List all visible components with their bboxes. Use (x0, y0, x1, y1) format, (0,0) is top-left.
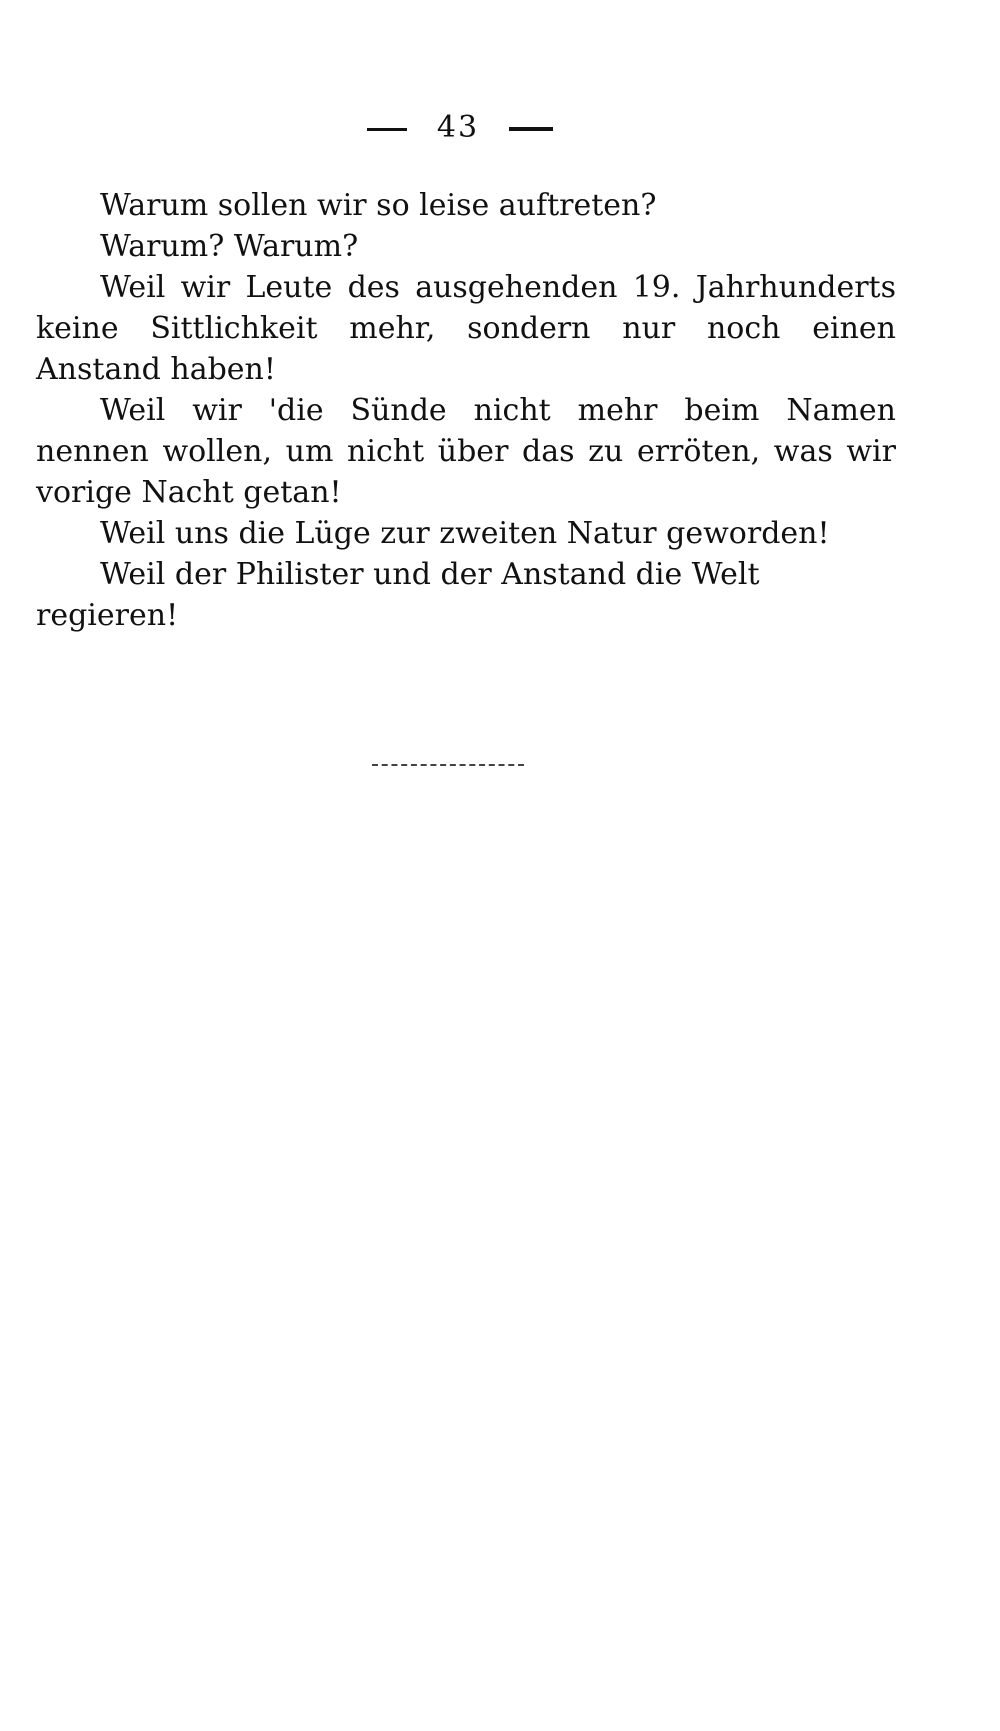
paragraph-5: Weil uns die Lüge zur zweiten Natur geworden! (100, 516, 830, 551)
paragraph-2: Warum? Warum? (100, 229, 359, 264)
page-header (360, 110, 560, 145)
section-end-rule (372, 764, 524, 766)
body-text (36, 185, 896, 636)
header-dash-left (367, 128, 407, 131)
paragraph-3: Weil wir Leute des ausgehenden 19. Jahrhunderts keine Sittlichkeit mehr, sondern nur noch einen Anstand haben! (36, 270, 896, 387)
paragraph-6: Weil der Philister und der Anstand die Welt regieren! (36, 557, 760, 633)
paragraph-1: Warum sollen wir so leise auftreten? (100, 188, 657, 223)
page-number: 43 (436, 110, 480, 145)
paragraph-4: Weil wir 'die Sünde nicht mehr beim Namen nennen wollen, um nicht über das zu erröten, was wir vorige Nacht getan! (36, 393, 896, 510)
header-dash-right (509, 127, 553, 131)
